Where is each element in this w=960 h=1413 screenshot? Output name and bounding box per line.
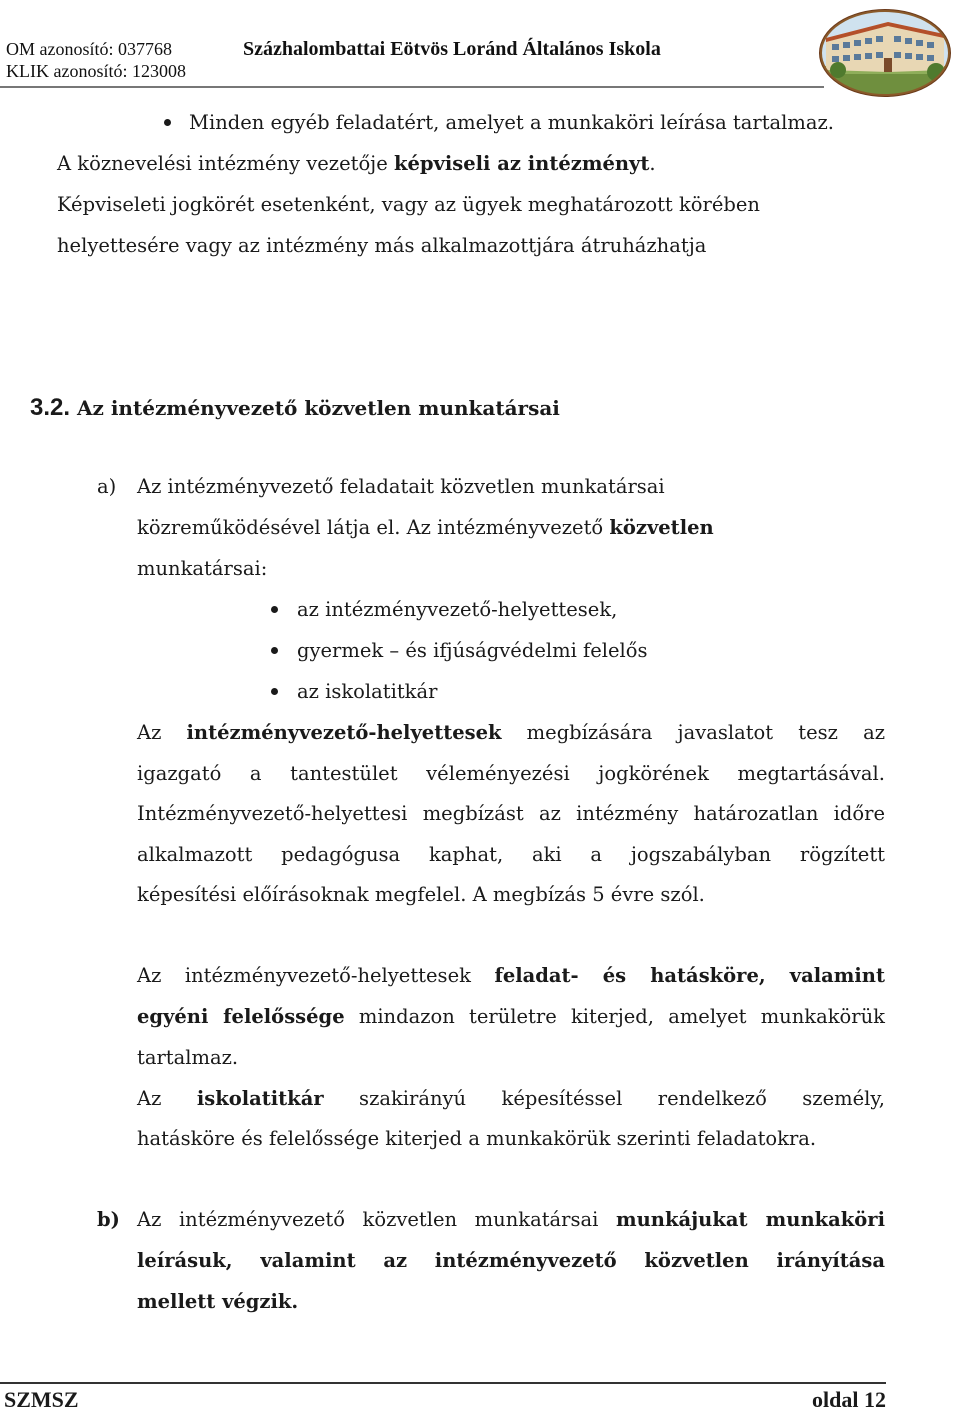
item-b-line-2-bold: leírásuk, valamint az intézményvezető közvetlen irányítása — [137, 1249, 885, 1272]
para-3-line-1-bold: iskolatitkár — [196, 1087, 324, 1110]
intro-line-1-pre: A köznevelési intézmény vezetője — [57, 152, 394, 175]
para-2-line-1-pre: Az intézményvezető-helyettesek — [137, 964, 495, 987]
list-item: gyermek – és ifjúságvédelmi felelős — [297, 639, 648, 662]
item-a-marker: a) — [97, 475, 117, 498]
om-id: OM azonosító: 037768 — [6, 39, 172, 59]
para-2-line-3: tartalmaz. — [137, 1046, 239, 1069]
item-a-line-2-bold: közvetlen — [609, 516, 714, 539]
intro-bullet-text: Minden egyéb feladatért, amelyet a munkaköri leírása tartalmaz. — [189, 111, 834, 134]
para-2-line-2-post: mindazon területre kiterjed, amelyet munkakörük — [344, 1005, 885, 1028]
school-name: Százhalombattai Eötvös Loránd Általános Iskola — [243, 38, 661, 60]
intro-line-1 — [57, 151, 656, 177]
intro-line-3: helyettesére vagy az intézmény más alkalmazottjára átruházhatja — [57, 234, 707, 257]
para-1-line-1-pre: Az — [137, 721, 187, 744]
section-heading — [30, 394, 560, 422]
para-1-line-2: igazgató a tantestület véleményezési jogkörének megtartásával. — [137, 762, 885, 785]
klik-id: KLIK azonosító: 123008 — [6, 61, 186, 81]
section-title: Az intézményvezető közvetlen munkatársai — [77, 396, 560, 420]
bullet-dot — [271, 688, 278, 695]
item-a-line-1: Az intézményvezető feladatait közvetlen munkatársai — [137, 475, 665, 498]
list-item: az iskolatitkár — [297, 680, 438, 703]
item-b-line-1-pre: Az intézményvezető közvetlen munkatársai — [137, 1208, 616, 1231]
item-a-line-2 — [137, 515, 714, 541]
intro-line-1-post: . — [649, 152, 656, 175]
footer-rule — [0, 1382, 886, 1384]
item-a-line-3: munkatársai: — [137, 557, 268, 580]
item-b-marker-text: b) — [97, 1208, 120, 1231]
bullet-dot — [164, 119, 171, 126]
para-1-line-3: Intézményvezető-helyettesi megbízást az intézmény határozatlan időre — [137, 802, 885, 825]
item-b-line-1-bold: munkájukat munkaköri — [615, 1208, 885, 1231]
intro-line-1-bold: képviseli az intézményt — [393, 152, 650, 175]
para-3-line-1-pre: Az — [137, 1087, 197, 1110]
page-header — [0, 0, 960, 92]
item-b-line-1 — [137, 1207, 885, 1233]
item-b-marker — [97, 1207, 120, 1233]
school-building-photo-icon — [818, 8, 952, 98]
para-2-line-2 — [137, 1004, 885, 1030]
para-2-line-1-bold: feladat- és hatásköre, valamint — [494, 964, 885, 987]
para-1-line-1-post: megbízására javaslatot tesz az — [501, 721, 885, 744]
list-item: az intézményvezető-helyettesek, — [297, 598, 618, 621]
para-3-line-1 — [137, 1086, 885, 1112]
footer-page-number: oldal 12 — [812, 1387, 886, 1412]
para-3-line-2: hatásköre és felelőssége kiterjed a munkakörük szerinti feladatokra. — [137, 1127, 817, 1150]
intro-line-2: Képviseleti jogkörét esetenként, vagy az ügyek meghatározott körében — [57, 193, 760, 216]
para-3-line-1-post: szakirányú képesítéssel rendelkező személy, — [323, 1087, 885, 1110]
bullet-dot — [271, 647, 278, 654]
para-1-line-4: alkalmazott pedagógusa kaphat, aki a jogszabályban rögzített — [137, 843, 885, 866]
footer-doc-name: SZMSZ — [4, 1387, 79, 1412]
para-2-line-1 — [137, 963, 885, 989]
para-2-line-2-bold: egyéni felelőssége — [137, 1005, 345, 1028]
section-number: 3.2. — [30, 394, 71, 421]
item-a-line-2-pre: közreműködésével látja el. Az intézményvezető — [137, 516, 610, 539]
item-b-line-2 — [137, 1248, 885, 1274]
bullet-dot — [271, 606, 278, 613]
para-1-line-1 — [137, 720, 885, 746]
para-1-line-1-bold: intézményvezető-helyettesek — [186, 721, 502, 744]
item-b-line-3-bold: mellett végzik. — [137, 1290, 299, 1313]
header-ids — [6, 38, 186, 82]
item-b-line-3 — [137, 1289, 298, 1315]
para-1-line-5: képesítési előírásoknak megfelel. A megbízás 5 évre szól. — [137, 883, 705, 906]
header-rule — [0, 86, 824, 88]
